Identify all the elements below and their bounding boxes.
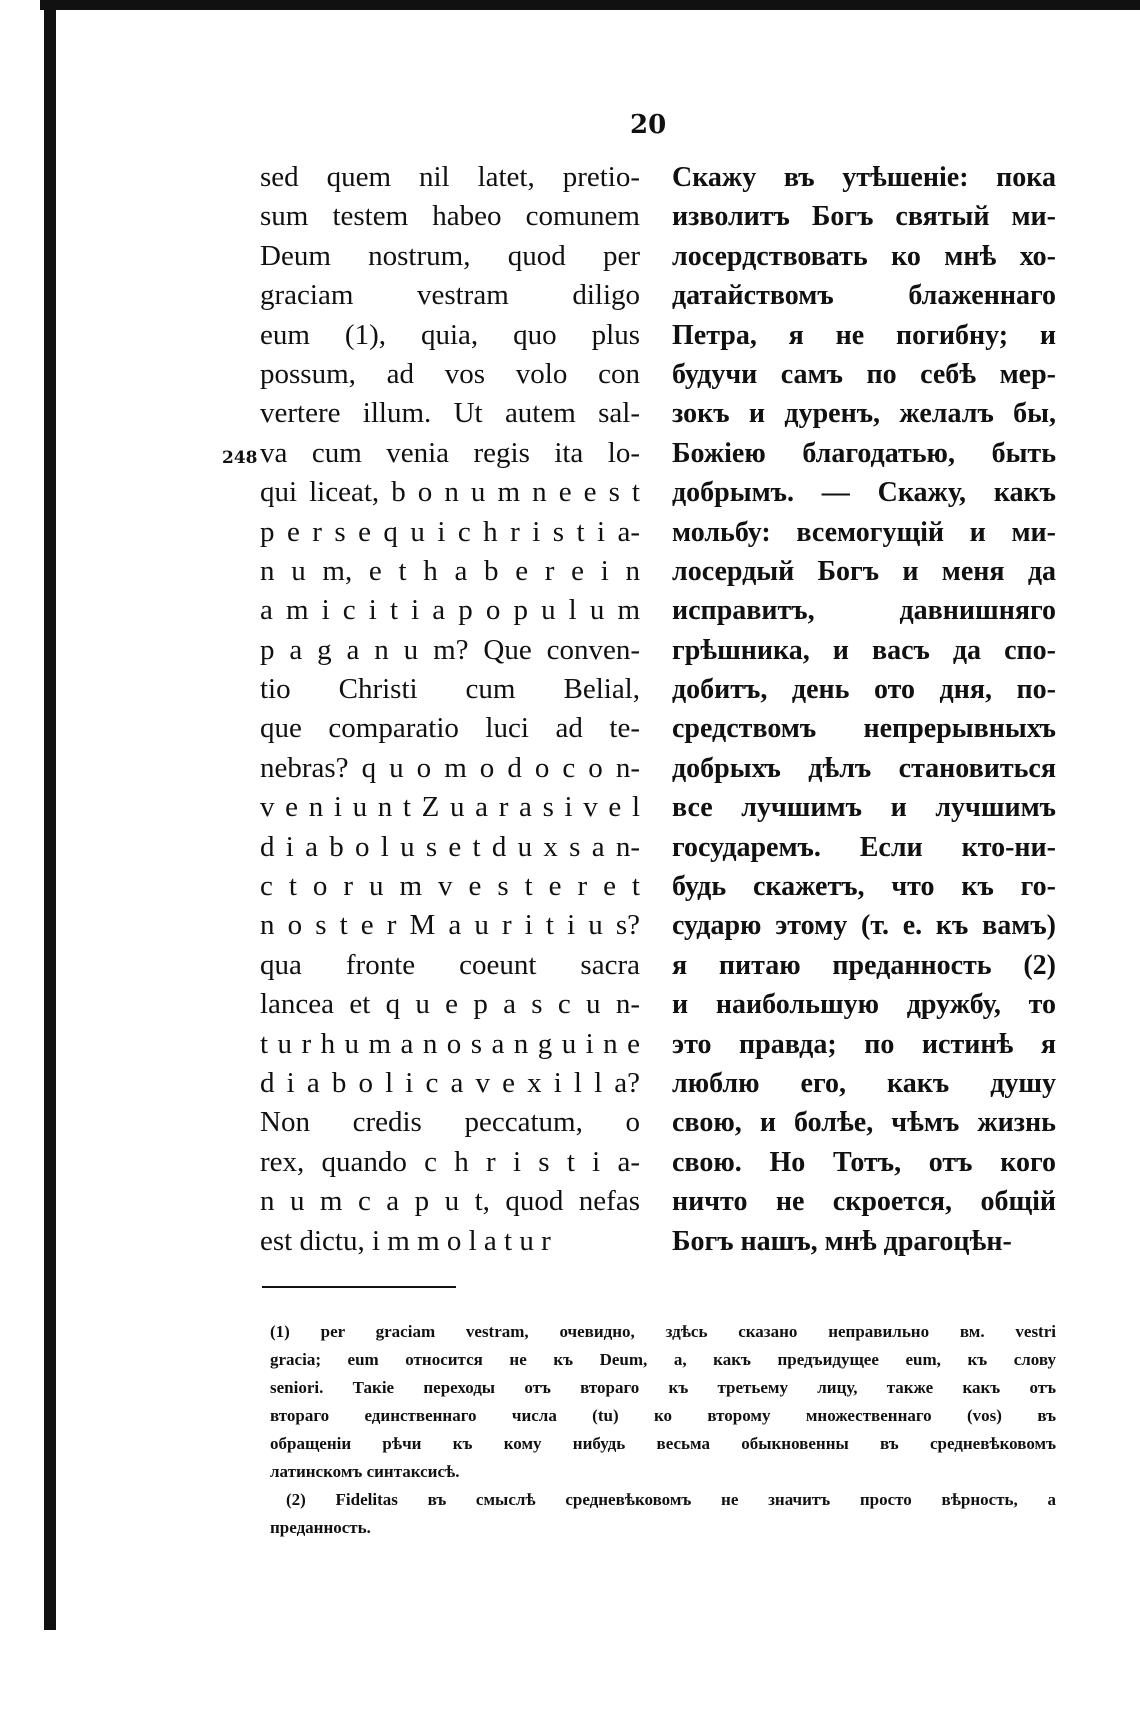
footnote-2-line: преданность. [270,1518,371,1537]
top-border-line [40,0,1140,10]
russian-line: государемъ. Если кто-ни- [672,831,1056,863]
russian-line: это правда; по истинѣ я [672,1028,1056,1060]
footnote-1-line: seniori. Такіе переходы отъ втораго къ третьему лицу, также какъ отъ [270,1378,1056,1397]
russian-line: лосердый Богъ и меня да [672,555,1056,587]
page-number: 20 [630,110,667,140]
latin-line: vertere illum. Ut autem sal- [260,397,640,430]
latin-line: d i a b o l i c a v e x i l l a? [260,1066,640,1099]
russian-line: мольбу: всемогущій и ми- [672,516,1056,548]
latin-line: c t o r u m v e s t e r e t [260,870,640,903]
latin-line: eum (1), quia, quo plus [260,318,640,351]
russian-line: сударю этому (т. е. къ вамъ) [672,910,1056,942]
russian-line: свою. Но Тотъ, отъ кого [672,1146,1056,1178]
latin-line: sed quem nil latet, pretio- [260,161,640,193]
latin-line: sum testem habeo comunem [260,200,640,233]
russian-line: я питаю преданность (2) [672,949,1056,981]
latin-line: possum, ad vos volo con [260,357,640,390]
latin-line: rex, quando c h r i s t i a- [260,1145,640,1178]
russian-line: добитъ, день ото дня, по- [672,674,1056,706]
latin-line: t u r h u m a n o s a n g u i n e [260,1027,640,1060]
russian-line: исправитъ, давнишняго [672,595,1056,627]
latin-line: p a g a n u m? Que conven- [260,633,640,666]
footnote-2-line: (2) Fidelitas въ смыслѣ средневѣковомъ не значитъ просто вѣрность, а [286,1490,1056,1509]
latin-line: qui liceat, b o n u m n e e s t [260,476,640,509]
russian-line: будь скажетъ, что къ го- [672,871,1056,903]
russian-line: все лучшимъ и лучшимъ [672,792,1056,824]
footnote-1-line: gracia; eum относится не къ Deum, а, какъ предъидущее eum, къ слову [270,1350,1056,1369]
russian-line: грѣшника, и васъ да спо- [672,634,1056,666]
latin-text-column [260,158,640,1261]
russian-line: добрыхъ дѣлъ становиться [672,752,1056,784]
footnote-1-line: втораго единственнаго числа (tu) ко второму множественнаго (vos) въ [270,1406,1056,1425]
russian-line: Скажу въ утѣшеніе: пока [672,162,1056,193]
russian-line: Петра, я не погибну; и [672,319,1056,351]
russian-line: лосердствовать ко мнѣ хо- [672,240,1056,272]
latin-line: n u m c a p u t, quod nefas [260,1185,640,1218]
latin-line: n u m, e t h a b e r e i n [260,554,640,587]
footnote-separator [262,1286,456,1288]
latin-line: que comparatio luci ad te- [260,712,640,745]
latin-line: p e r s e q u i c h r i s t i a- [260,515,640,548]
latin-line: d i a b o l u s e t d u x s a n- [260,830,640,863]
russian-line: и наибольшую дружбу, то [672,989,1056,1021]
russian-line: Богъ нашъ, мнѣ драгоцѣн- [672,1225,1012,1257]
latin-line: Non credis peccatum, o [260,1106,640,1139]
russian-text-column [672,158,1056,1261]
latin-line: graciam vestram diligo [260,279,640,312]
footnote-1-line: обращеніи рѣчи къ кому нибудь весьма обыкновенны въ средневѣковомъ [270,1434,1056,1453]
russian-line: зокъ и дуренъ, желалъ бы, [672,398,1056,430]
footnote-1-line: (1) per graciam vestram, очевидно, здѣсь сказано неправильно вм. vestri [270,1322,1056,1341]
russian-line: свою, и болѣе, чѣмъ жизнь [672,1107,1056,1139]
latin-line: tio Christi cum Belial, [260,673,640,706]
latin-line: qua fronte coeunt sacra [260,948,640,981]
latin-line: va cum venia regis ita lo- [260,436,640,469]
russian-line: изволитъ Богъ святый ми- [672,201,1056,233]
russian-line: добрымъ. — Скажу, какъ [672,477,1056,509]
margin-page-reference: 248 [222,448,258,468]
latin-line: a m i c i t i a p o p u l u m [260,594,640,627]
latin-line: v e n i u n t Z u a r a s i v e l [260,791,640,824]
russian-line: датайствомъ блаженнаго [672,280,1056,312]
latin-line: est dictu, i m m o l a t u r [260,1224,551,1257]
left-border-line [44,0,56,1630]
russian-line: будучи самъ по себѣ мер- [672,358,1056,390]
latin-line: n o s t e r M a u r i t i u s? [260,909,640,942]
latin-line: Deum nostrum, quod per [260,239,640,272]
russian-line: люблю его, какъ душу [672,1067,1056,1099]
latin-line: nebras? q u o m o d o c o n- [260,751,640,784]
latin-line: lancea et q u e p a s c u n- [260,988,640,1021]
russian-line: Божіею благодатью, быть [672,437,1056,469]
footnote-1-line: латинскомъ синтаксисѣ. [270,1462,460,1481]
footnotes [270,1318,1056,1542]
russian-line: средствомъ непрерывныхъ [672,713,1056,745]
russian-line: ничто не скроется, общій [672,1186,1056,1218]
